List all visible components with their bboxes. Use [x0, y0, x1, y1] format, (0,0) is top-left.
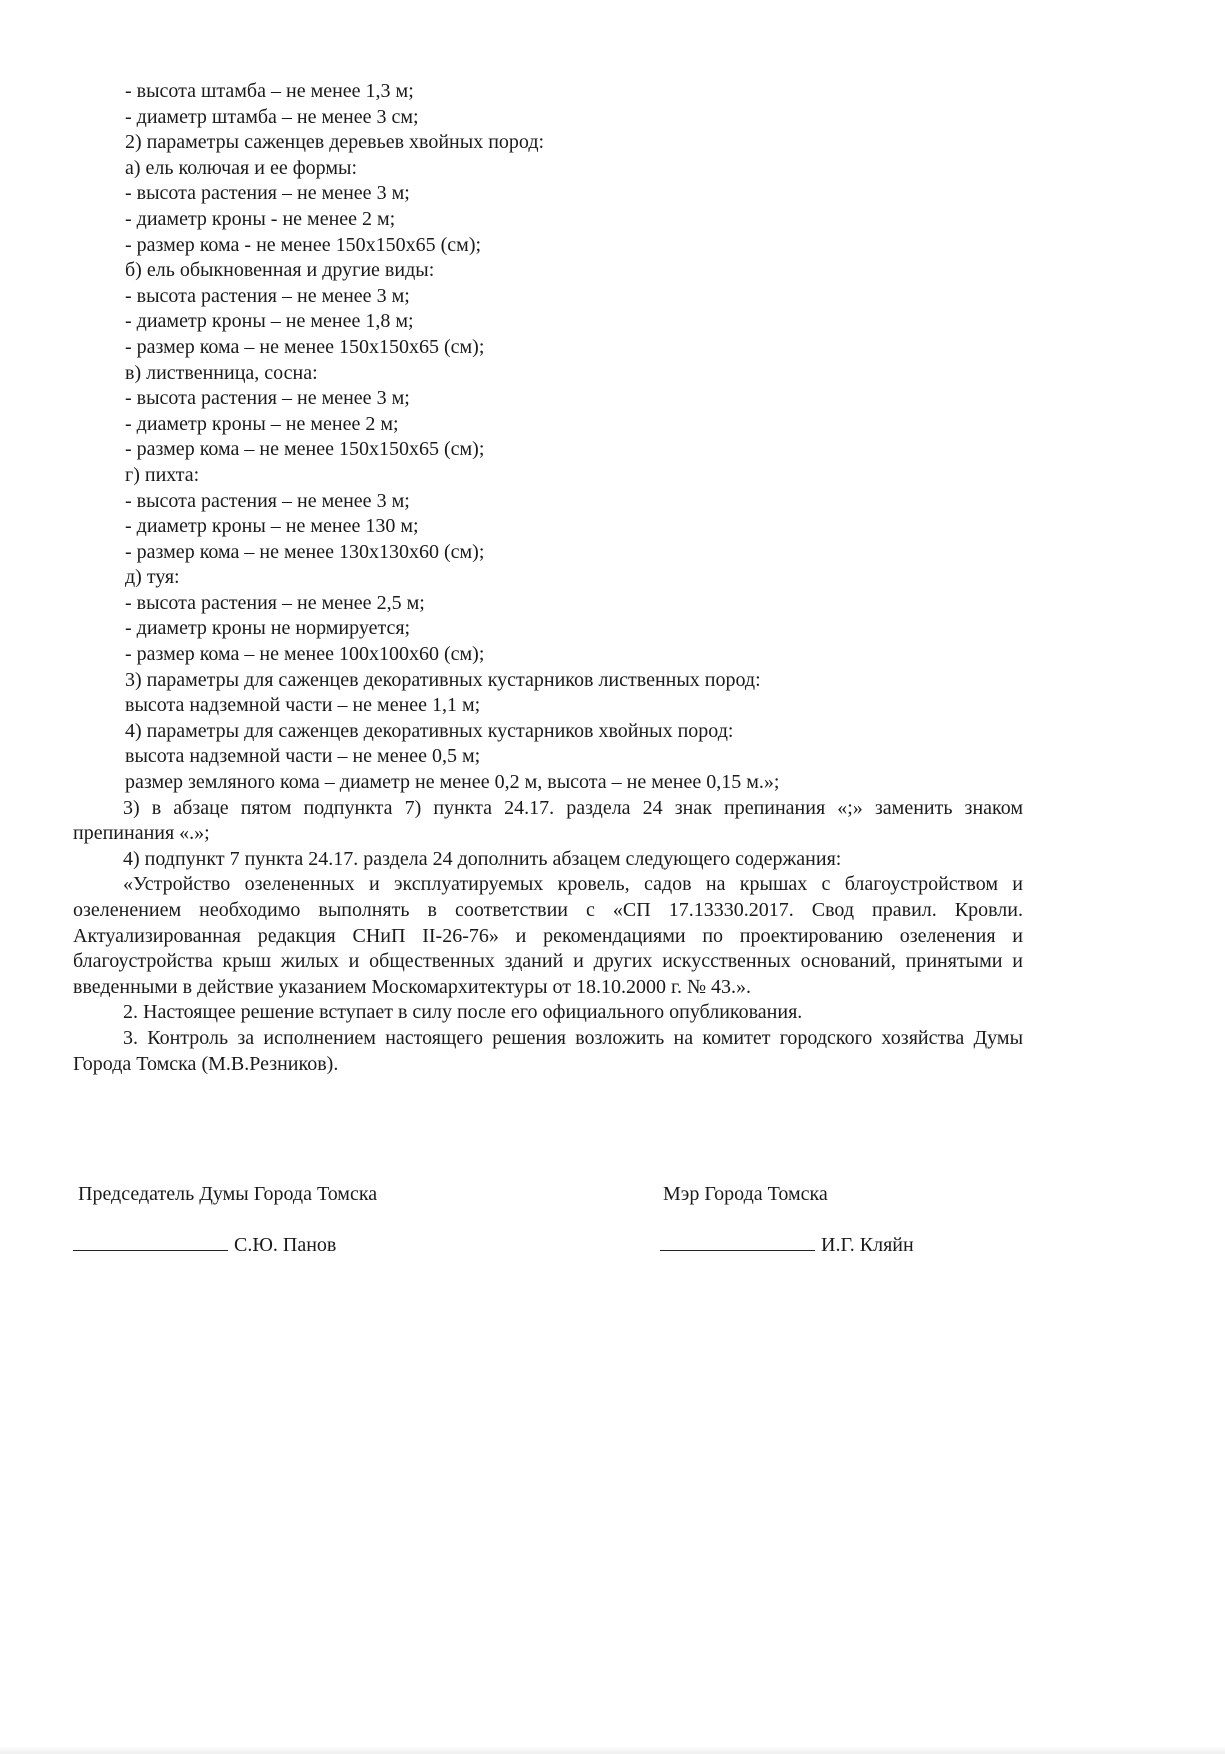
list-line: высота надземной части – не менее 1,1 м; — [125, 694, 481, 717]
list-line: - высота растения – не менее 3 м; — [125, 284, 410, 307]
list-line: г) пихта: — [125, 463, 200, 486]
signature-line — [73, 1250, 228, 1251]
signature-line — [660, 1250, 815, 1251]
list-line: а) ель колючая и ее формы: — [125, 156, 358, 179]
paragraph: «Устройство озелененных и эксплуатируемых кровель, садов на крышах с благоустройством и озеленением необходимо выполнять в соответствии с «СП 17.13330.2017. Свод правил. Кровли. Актуализированная редакция СНиП II-26-76» и рекомендациями по проектированию озеленения и благоустройства крыш жилых и общественных зданий и других искусственных оснований, принятыми и введенными в действие указанием Москомархитектуры от 18.10.2000 г. № 43.». — [73, 873, 1023, 998]
list-line: размер земляного кома – диаметр не менее 0,2 м, высота – не менее 0,15 м.»; — [125, 771, 780, 794]
list-line: б) ель обыкновенная и другие виды: — [125, 259, 435, 282]
chair-title: Председатель Думы Города Томска — [78, 1183, 378, 1205]
list-line: - диаметр кроны – не менее 1,8 м; — [125, 310, 414, 333]
paragraph: 3) в абзаце пятом подпункта 7) пункта 24.17. раздела 24 знак препинания «;» заменить знаком препинания «.»; — [73, 796, 1023, 845]
list-line: высота надземной части – не менее 0,5 м; — [125, 745, 481, 768]
list-line: 4) параметры для саженцев декоративных кустарников хвойных пород: — [125, 719, 734, 742]
list-line: - размер кома – не менее 150х150х65 (см); — [125, 438, 485, 461]
mayor-signature — [660, 1234, 914, 1257]
chair-name: С.Ю. Панов — [234, 1234, 337, 1256]
list-line: - высота растения – не менее 3 м; — [125, 489, 410, 512]
list-line: - диаметр кроны не нормируется; — [125, 617, 411, 640]
list-line: - размер кома - не менее 150х150х65 (см); — [125, 233, 482, 256]
list-line: - размер кома – не менее 130х130х60 (см); — [125, 540, 485, 563]
list-line: - высота штамба – не менее 1,3 м; — [125, 80, 414, 102]
paragraph: 3. Контроль за исполнением настоящего решения возложить на комитет городского хозяйства Думы Города Томска (М.В.Резников). — [73, 1026, 1023, 1075]
list-line: 3) параметры для саженцев декоративных кустарников лиственных пород: — [125, 668, 761, 691]
list-line: д) туя: — [125, 566, 180, 589]
document-body — [73, 79, 1023, 1077]
mayor-name: И.Г. Кляйн — [821, 1234, 914, 1256]
list-line: 2) параметры саженцев деревьев хвойных пород: — [125, 131, 545, 154]
list-line: - размер кома – не менее 150х150х65 (см); — [125, 335, 485, 358]
scan-edge — [0, 1746, 1225, 1754]
paragraph: 4) подпункт 7 пункта 24.17. раздела 24 дополнить абзацем следующего содержания: — [123, 847, 842, 870]
list-line: - диаметр кроны – не менее 2 м; — [125, 412, 399, 435]
list-line: - высота растения – не менее 3 м; — [125, 387, 410, 410]
list-line: - диаметр кроны – не менее 130 м; — [125, 515, 419, 538]
paragraph: 2. Настоящее решение вступает в силу после его официального опубликования. — [123, 1001, 803, 1024]
list-line: - размер кома – не менее 100х100х60 (см); — [125, 643, 485, 666]
list-line: - высота растения – не менее 3 м; — [125, 182, 410, 205]
requirements-list — [73, 79, 1023, 796]
list-line: - диаметр штамба – не менее 3 см; — [125, 105, 419, 128]
amendment-paragraphs — [73, 796, 1023, 1078]
list-line: - высота растения – не менее 2,5 м; — [125, 591, 425, 614]
list-line: в) лиственница, сосна: — [125, 361, 318, 384]
mayor-title: Мэр Города Томска — [663, 1183, 828, 1205]
list-line: - диаметр кроны - не менее 2 м; — [125, 207, 396, 230]
chair-signature — [73, 1234, 336, 1257]
